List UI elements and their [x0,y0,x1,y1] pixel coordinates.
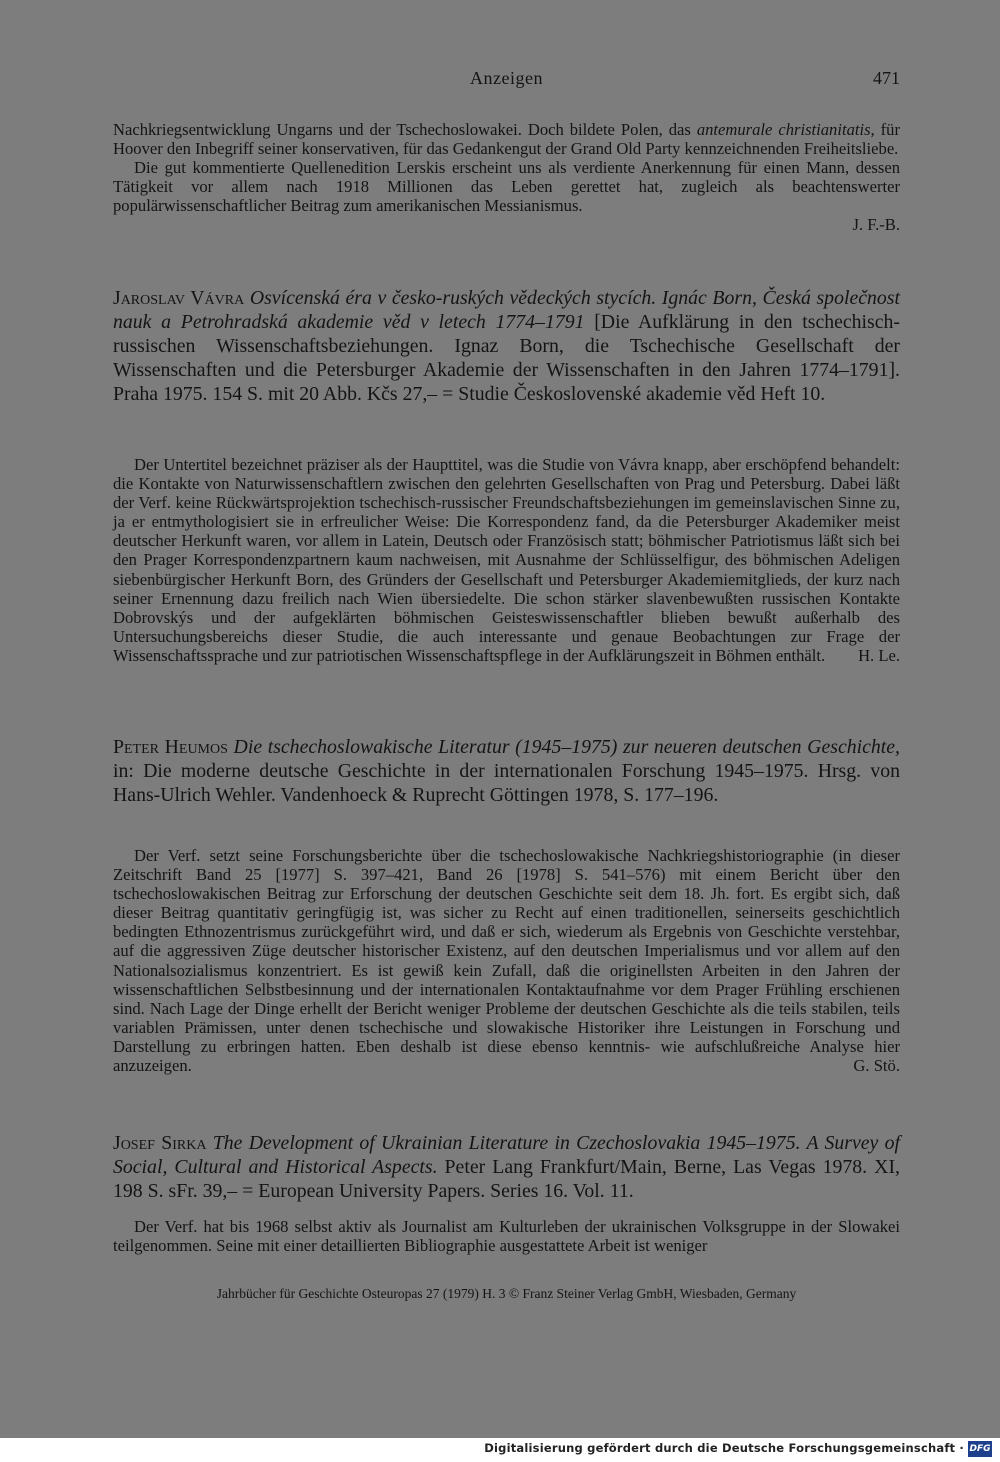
work-title: Osvícenská éra v česko-ruských vědeckých stycích. Ignác Born, Česká společnost nauk a Petrohradská akademie věd v letech 1774–1791 [113,287,900,333]
review-3-citation [113,1131,900,1203]
work-title: The Development of Ukrainian Literature in Czechoslovakia 1945–1975. A Survey of Social, Cultural and Historical Aspects. [113,1132,900,1178]
review-paragraph: Der Verf. hat bis 1968 selbst aktiv als Journalist am Kulturleben der ukrainischen Volksgruppe in der Slowakei teilgenommen. Seine mit einer detaillierten Bibliographie ausgestattete Arbeit ist weniger [113,1217,900,1256]
review-1-citation [113,286,900,406]
review-paragraph: Der Verf. setzt seine Forschungsberichte über die tschechoslowakische Nachkriegshistoriographie (in dieser Zeitschrift Band 25 [1977] S. 397–421, Band 26 [1978] S. 541–576) mit einem Bericht über den tschechoslowakischen Beitrag zur Erforschung der deutschen Geschichte seit dem 18. Jh. fort. Es ergibt sich, daß dieser Beitrag quantitativ geringfügig ist, was sicher zu Recht auf einen traditionellen, seinerseits geschichtlich bedingten Ethnozentrismus zurückgeführt wird, und daß er sich, wiederum als Ergebnis von Geschichte verstehbar, auf die aggressiven Züge deutscher historischer Existenz, auf den deutschen Imperialismus und vor allem auf den Nationalsozialismus konzentriert. Es ist gewiß kein Zufall, daß die originellsten Arbeiten in den Jahren der wissenschaftlichen Selbstbesinnung und der internationalen Kontaktaufnahme vor dem Prager Frühling erschienen sind. Nach Lage der Dinge erhellt der Bericht weniger Probleme der deutschen Geschichte als die teils stabilen, teils variablen Prämissen, unter denen tschechische und slowakische Historiker ihre Leistungen in Forschung und Darstellung zu erbringen hatten. Eben deshalb ist diese ebenso kenntnis- wie aufschlußreiche Analyse hier anzuzeigen. [113,846,900,1076]
dfg-logo-icon[interactable]: DFG [968,1441,992,1457]
bibliographic-details: in: Die moderne deutsche Geschichte in der internationalen Forschung 1945–1975. Hrsg. von Hans-Ulrich Wehler. Vandenhoeck & Ruprecht Göttingen 1978, S. 177–196. [113,760,900,806]
review-1-body [113,455,900,665]
review-3-body [113,1217,900,1255]
bibliographic-details: [Die Aufklärung in den tschechisch-russischen Wissenschaftsbeziehungen. Ignaz Born, die Tschechische Gesellschaft der Wissenschaften und die Petersburger Akademie der Wissenschaften in den Jahren 1774–1791]. Praha 1975. 154 S. mit 20 Abb. Kčs 27,– = Studie Československé akademie věd Heft 10. [113,311,901,405]
dfg-funding-notice[interactable]: Digitalisierung gefördert durch die Deutsche Forschungsgemeinschaft · [484,1441,964,1455]
author-name: Jaroslav Vávra [113,287,245,309]
digitization-notice-bar [0,1438,1000,1462]
reviewer-signature: H. Le. [858,646,900,666]
journal-footer: Jahrbücher für Geschichte Osteuropas 27 (1979) H. 3 © Franz Steiner Verlag GmbH, Wiesbaden, Germany [216,1286,797,1301]
running-header [113,68,900,94]
intro-section [113,120,900,235]
running-head-title: Anzeigen [470,68,543,88]
author-name: Peter Heumos [113,736,228,758]
reviewer-signature: G. Stö. [853,1056,900,1076]
page-number: 471 [873,68,900,88]
intro-paragraph-1: Nachkriegsentwicklung Ungarns und der Tschechoslowakei. Doch bildete Polen, das antemurale christianitatis, für Hoover den Inbegriff seiner konservativen, für das Gedankengut der Grand Old Party kennzeichnenden Freiheitsliebe. [113,120,900,159]
intro-paragraph-2: Die gut kommentierte Quellenedition Lerskis erscheint uns als verdiente Anerkennung für einen Mann, dessen Tätigkeit vor allem nach 1918 Millionen das Leben gerettet hat, zugleich als beachtenswerter populärwissenschaftlicher Beitrag zum amerikanischen Messianismus. [113,158,900,216]
work-title: Die tschechoslowakische Literatur (1945–1975) zur neueren deutschen Geschichte, [233,736,901,758]
review-paragraph: Der Untertitel bezeichnet präziser als der Haupttitel, was die Studie von Vávra knapp, aber erschöpfend behandelt: die Kontakte von Naturwissenschaftlern zwischen den gelehrten Gesellschaften von Prag und Petersburg. Dabei läßt der Verf. keine Rückwärtsprojektion tschechisch-russischer Freundschaftsbeziehungen im gemeinslavischen Sinne zu, ja er entmythologisiert sie in erfreulicher Weise: Die Korrespondenz fand, da die Petersburger Akademiker meist deutscher Herkunft waren, vor allem in Latein, Deutsch oder Französisch statt; böhmischer Patriotismus läßt sich bei den Prager Korrespondenzpartnern kaum nachweisen, mit Ausnahme der Schlüsselfigur, des böhmischen Adeligen siebenbürgischer Herkunft Born, des Gründers der Gesellschaft und Petersburger Akademiemitglieds, der kurz nach seiner Ernennung dazu freilich nach Wien übersiedelte. Die schon stärker slavenbewußten russischen Kontakte Dobrovskýs und der aufgeklärten böhmischen Geisteswissenschaftler blieben bewußt außerhalb des Untersuchungsbereichs dieser Studie, die auch interessante und genaue Beobachtungen zur Frage der Wissenschaftssprache und zur patriotischen Wissenschaftspflege in der Aufklärungszeit in Böhmen enthält. [113,455,900,665]
bibliographic-details: Peter Lang Frankfurt/Main, Berne, Las Vegas 1978. XI, 198 S. sFr. 39,– = European University Papers. Series 16. Vol. 11. [113,1156,900,1202]
review-2-citation [113,735,900,807]
author-name: Josef Sirka [113,1132,207,1154]
review-2-body [113,846,900,1075]
reviewer-signature: J. F.-B. [852,215,900,235]
